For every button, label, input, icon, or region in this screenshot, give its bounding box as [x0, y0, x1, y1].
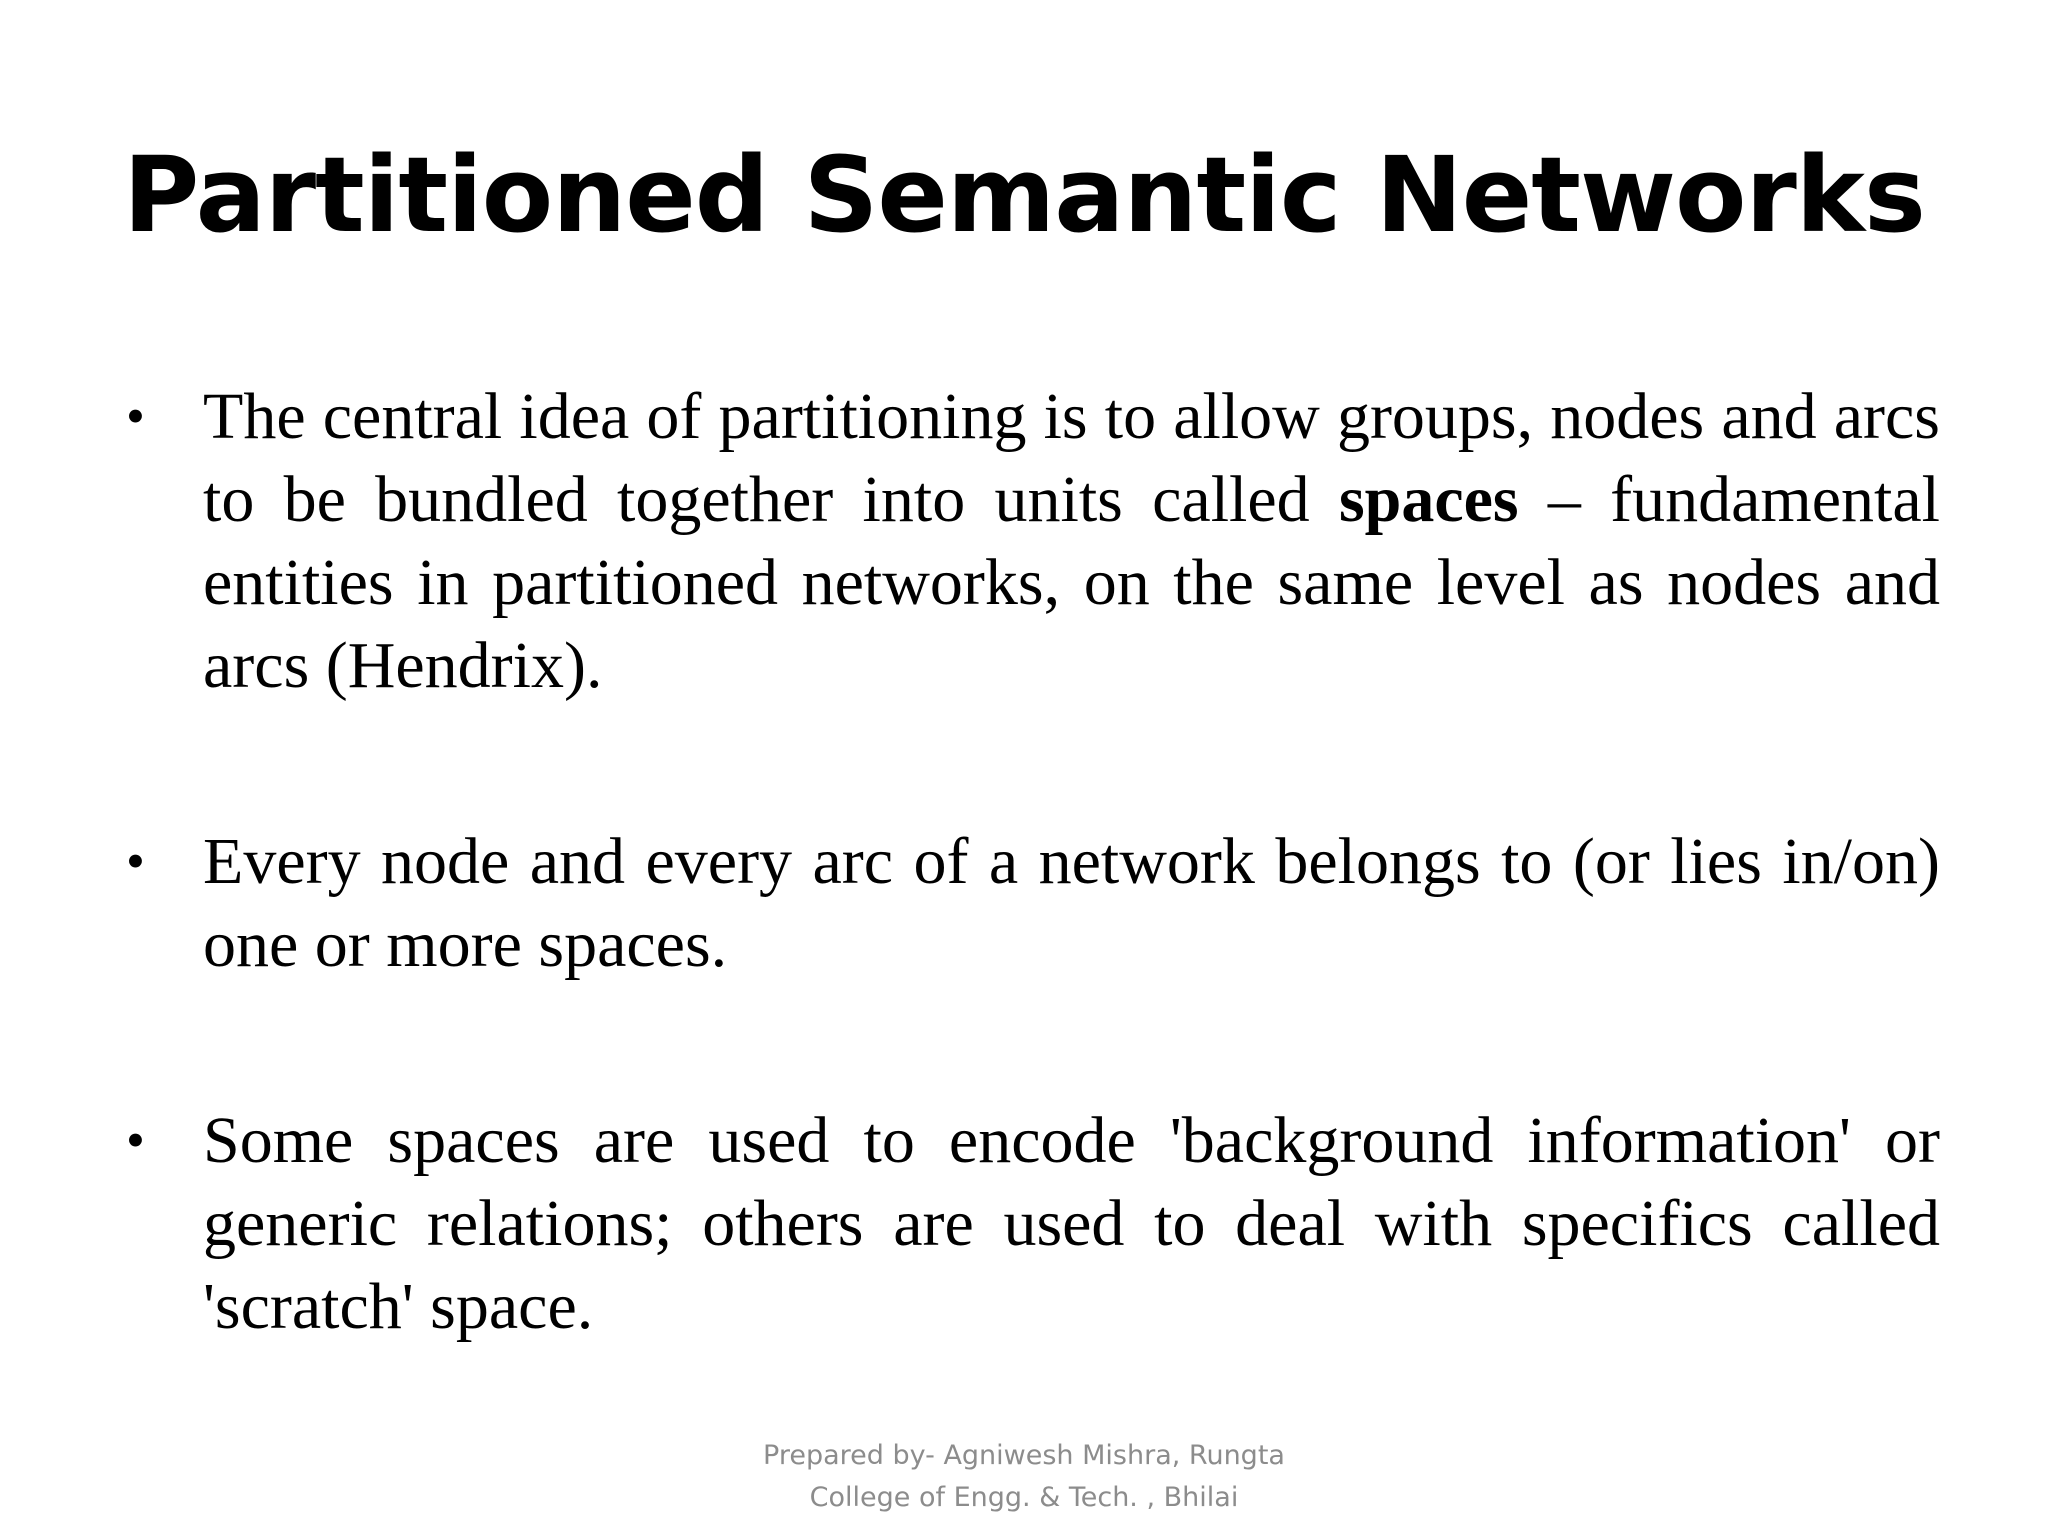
- bullet-text-after: – fundamental entities in partitioned networks, on the same level as nodes and arcs (Hendrix).: [203, 463, 1941, 702]
- bullet-icon: •: [126, 1110, 145, 1170]
- footer-line-1: Prepared by- Agniwesh Mishra, Rungta: [763, 1440, 1285, 1471]
- footer-line-2: College of Engg. & Tech. , Bhilai: [809, 1482, 1239, 1513]
- bullet-list: [118, 375, 1940, 1348]
- bullet-item-partitioning: [118, 375, 1940, 707]
- bullet-text: Every node and every arc of a network belongs to (or lies in/on) one or more spaces.: [203, 825, 1940, 981]
- bullet-text: Some spaces are used to encode 'background information' or generic relations; others are used to deal with specifics called 'scratch' space.: [203, 1104, 1940, 1343]
- bullet-icon: •: [126, 831, 145, 891]
- bullet-item-spaces-membership: [118, 820, 1940, 986]
- bullet-icon: •: [126, 386, 145, 446]
- bullet-text-before: The central idea of partitioning is to allow groups, nodes and arcs to be bundled together into units called: [203, 380, 1940, 536]
- slide-title: Partitioned Semantic Networks: [123, 134, 1925, 256]
- bullet-bold-term: spaces: [1338, 463, 1519, 536]
- bullet-item-background-scratch: [118, 1099, 1940, 1348]
- slide-footer: [724, 1435, 1324, 1519]
